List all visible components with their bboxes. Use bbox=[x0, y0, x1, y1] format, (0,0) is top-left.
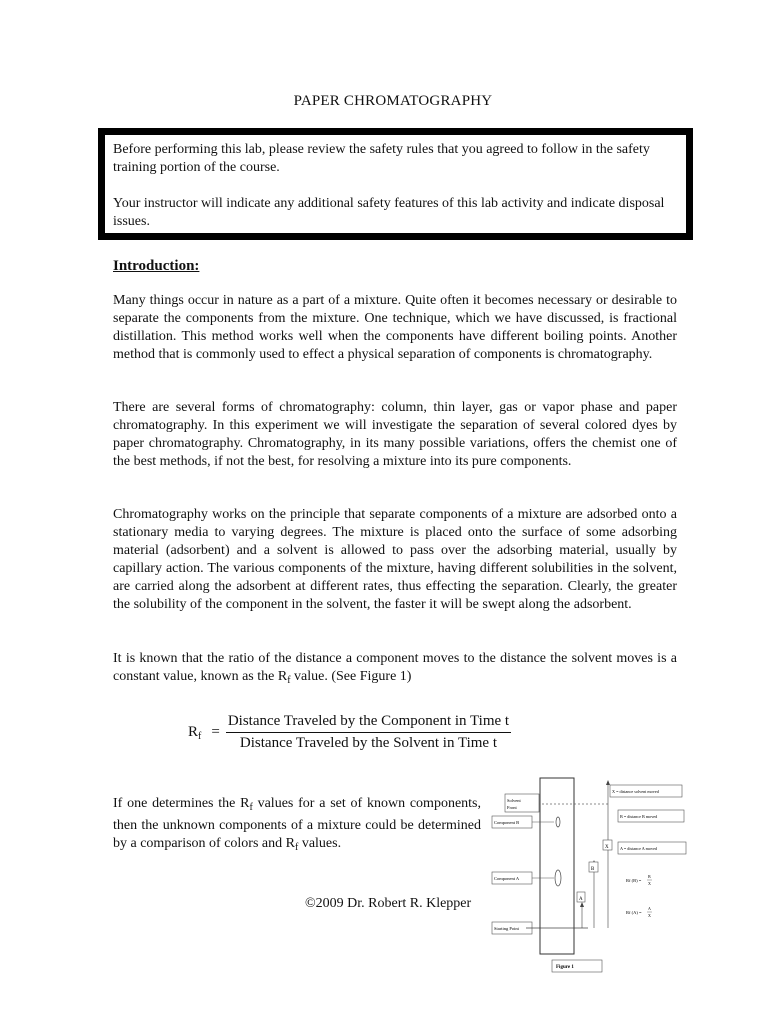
solvent-front-label-2: Front bbox=[507, 805, 517, 810]
starting-point-label: Starting Point bbox=[494, 926, 519, 931]
rf-formula bbox=[188, 713, 511, 752]
formula-equals: = bbox=[211, 724, 220, 740]
paragraph-2: There are several forms of chromatography: column, thin layer, gas or vapor phase and paper chromatography. In this experiment we will investigate the separation of several colored dyes by paper chromatography. Chromatography, in its many possible variations, offers the chemist one of the best methods, if not the best, for resolving a mixture into its pure components. bbox=[113, 400, 677, 469]
marker-b: B bbox=[591, 867, 595, 872]
chromatography-diagram bbox=[488, 772, 698, 978]
rf-a-numerator: A bbox=[648, 906, 651, 911]
final-subscript-2: f bbox=[294, 842, 299, 853]
rf-subscript: f bbox=[287, 675, 291, 686]
x-legend: X = distance solvent moved bbox=[612, 789, 659, 794]
copyright-notice: ©2009 Dr. Robert R. Klepper bbox=[305, 896, 472, 911]
b-legend: B = distance B moved bbox=[620, 814, 658, 819]
final-text-1: If one determines the R bbox=[113, 796, 250, 811]
solvent-front-label-1: Solvent bbox=[507, 798, 521, 803]
rf-b-equation: Rf (B) = bbox=[626, 878, 642, 883]
final-text-3: values. bbox=[298, 836, 342, 851]
component-b-label: Component B bbox=[494, 820, 520, 825]
final-subscript-1: f bbox=[249, 802, 253, 813]
safety-notice-content bbox=[105, 135, 686, 233]
safety-notice-line-1: Before performing this lab, please review the safety rules that you agreed to follow in the safety training portion of the course. bbox=[113, 142, 650, 175]
paragraph-3: Chromatography works on the principle that separate components of a mixture are adsorbed onto a stationary media to varying degrees. The mixture is placed onto the surface of some adsorbing material (adsorbent) and a solvent is allowed to pass over the adsorbing material, usually by capillary action. The various components of the mixture, having different solubilities in the solvent, are carried along the adsorbent at different rates, thus effecting the separation. Clearly, the greater the solubility of the component in the solvent, the faster it will be swept along the adsorbent. bbox=[113, 507, 677, 612]
figure-1-diagram bbox=[488, 772, 698, 978]
formula-lhs-sub: f bbox=[198, 730, 202, 742]
section-heading-introduction: Introduction: bbox=[113, 258, 200, 274]
marker-x: X bbox=[605, 845, 609, 850]
rf-text-before: It is known that the ratio of the distance a component moves to the distance the solvent moves is a constant value, known as the R bbox=[113, 651, 677, 684]
component-b-spot bbox=[556, 817, 560, 827]
paper-strip bbox=[540, 778, 574, 954]
paragraph-rf-definition bbox=[113, 650, 677, 690]
paragraph-1: Many things occur in nature as a part of a mixture. Quite often it becomes necessary or desirable to separate the components from the mixture. One technique, which we have discussed, is fractional distillation. This method works well when the components have different boiling points. Another method that is commonly used to effect a physical separation of components is chromatography. bbox=[113, 293, 677, 362]
formula-lhs bbox=[188, 724, 201, 742]
rf-a-denominator: X bbox=[648, 913, 651, 918]
rf-a-equation: Rf (A) = bbox=[626, 910, 642, 915]
paragraph-unknown-components bbox=[113, 795, 481, 857]
component-a-spot bbox=[555, 870, 561, 886]
final-text-2: values for a set of known components, then the unknown components of a mixture could be determined by a comparison of colors and R bbox=[113, 796, 481, 851]
arrow-x-head bbox=[606, 780, 610, 785]
formula-numerator: Distance Traveled by the Component in Time t bbox=[227, 713, 510, 729]
document-title: PAPER CHROMATOGRAPHY bbox=[293, 93, 493, 109]
safety-notice-box bbox=[98, 128, 693, 240]
rf-text-after: value. (See Figure 1) bbox=[290, 669, 412, 684]
rf-b-numerator: B bbox=[648, 874, 651, 879]
component-a-label: Component A bbox=[494, 876, 520, 881]
formula-fraction bbox=[226, 713, 511, 752]
safety-notice-line-2: Your instructor will indicate any additional safety features of this lab activity and indicate disposal issues. bbox=[113, 196, 665, 229]
figure-caption: Figure 1 bbox=[556, 965, 574, 970]
marker-a: A bbox=[579, 897, 583, 902]
arrow-a-head bbox=[580, 902, 584, 907]
formula-denominator: Distance Traveled by the Solvent in Time t bbox=[239, 735, 497, 751]
formula-lhs-main: R bbox=[188, 723, 199, 740]
rf-b-denominator: X bbox=[648, 881, 651, 886]
a-legend: A = distance A moved bbox=[620, 846, 658, 851]
